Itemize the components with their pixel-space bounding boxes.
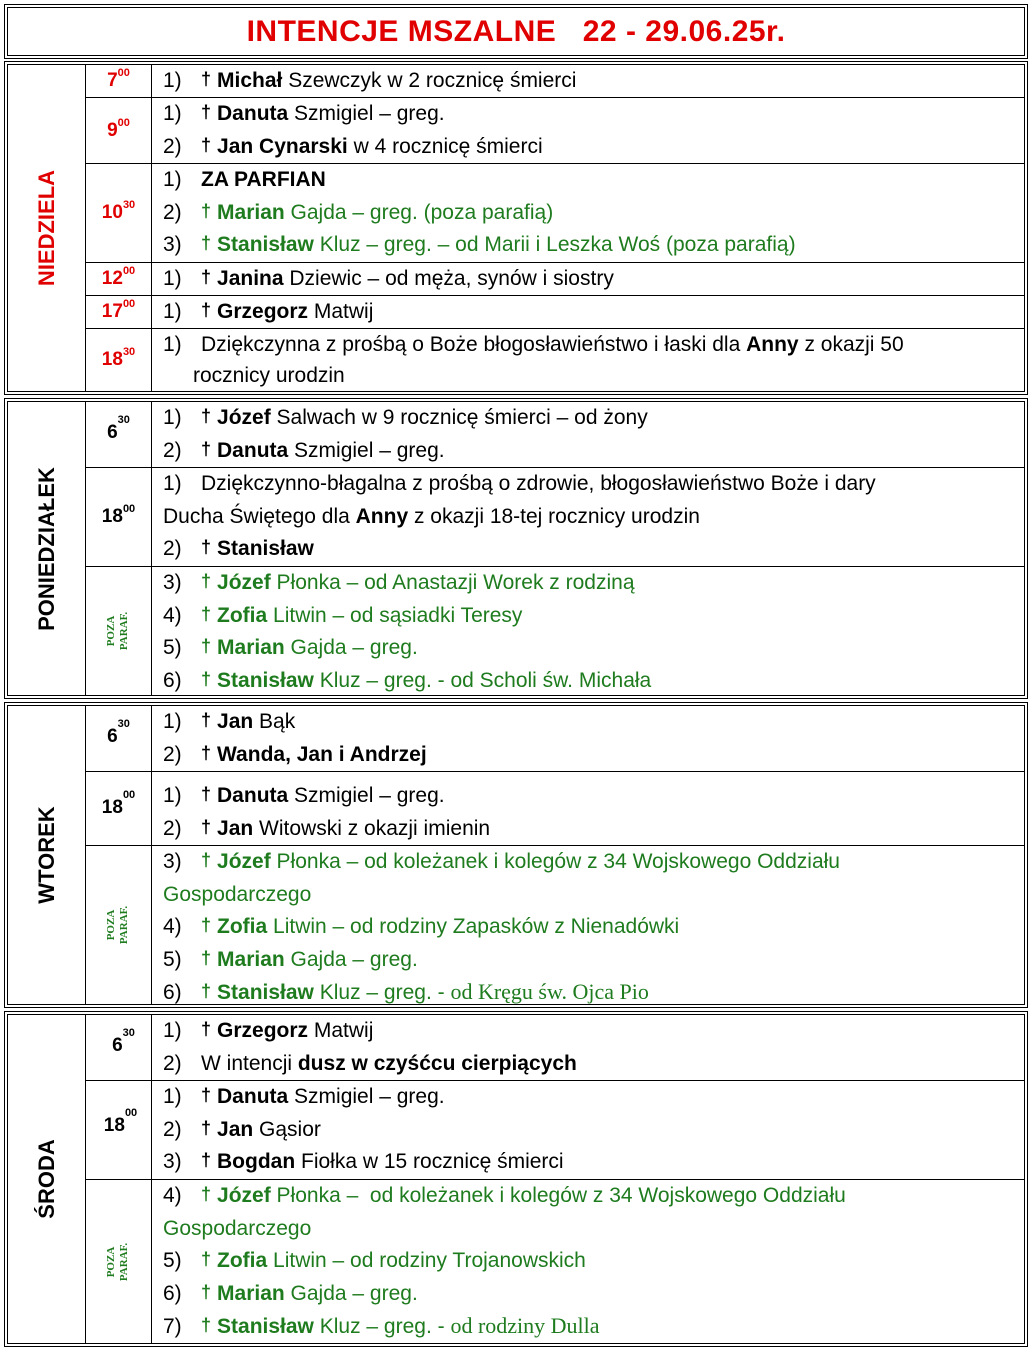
mass-time: 7 $^{00}$	[86, 65, 152, 97]
day-label	[8, 1015, 86, 1343]
intention: 4) † Zofia Litwin – od rodziny Zapasków z Nienadówki	[163, 915, 680, 938]
intention: 6) † Stanisław Kluz – greg. - od Kręgu św. Ojca Pio	[163, 979, 649, 1004]
mass-slot	[86, 65, 1024, 98]
cross-icon: †	[201, 267, 212, 287]
cross-icon: †	[201, 1019, 212, 1039]
intention: 1) Dziękczynno-błagalna z prośbą o zdrowie, błogosławieństwo Boże i dary	[163, 472, 876, 495]
cross-icon: †	[201, 1281, 212, 1302]
intention: 3) † Stanisław Kluz – greg. – od Marii i Leszka Woś (poza parafią)	[163, 233, 796, 256]
mass-time: 18 $^{30}$	[86, 329, 152, 391]
day-name: PONIEDZIAŁEK	[33, 466, 59, 631]
mass-time: 6 $^{30}$	[86, 1015, 152, 1080]
intention-continued: Ducha Świętego dla Anny z okazji 18-tej rocznicy urodzin	[163, 504, 700, 528]
intention: 2) † Jan Witowski z okazji imienin	[163, 816, 491, 840]
intention: 1) † Grzegorz Matwij	[163, 1019, 374, 1042]
day-name: ŚRODA	[33, 1139, 59, 1219]
intention: 1) ZA PARFIAN	[163, 168, 326, 191]
intention: 2) † Danuta Szmigiel – greg.	[163, 438, 445, 462]
day-name: NIEDZIELA	[33, 169, 59, 287]
intention: 6) † Stanisław Kluz – greg. - od Scholi św. Michała	[163, 668, 652, 692]
cross-icon: †	[201, 784, 212, 804]
intention: 1) † Grzegorz Matwij	[163, 300, 374, 323]
intention: 1) † Józef Salwach w 9 rocznicę śmierci – od żony	[163, 406, 648, 429]
mass-slot	[86, 846, 1024, 1004]
mass-time: 9 $^{00}$	[86, 98, 152, 163]
poza-parafia-label: POZA PARAF.	[86, 1180, 152, 1343]
intention-continued: Gospodarczego	[163, 1216, 312, 1240]
cross-icon: †	[201, 1184, 212, 1204]
intention: 1) † Jan Bąk	[163, 710, 296, 733]
cross-icon: †	[201, 69, 212, 89]
cross-icon: †	[201, 816, 212, 837]
intention: 1) † Danuta Szmigiel – greg.	[163, 102, 445, 125]
intention-continued: rocznicy urodzin	[193, 363, 345, 387]
cross-icon: †	[201, 134, 212, 155]
day-label	[8, 402, 86, 695]
cross-icon: †	[201, 603, 212, 624]
mass-slot	[86, 1015, 1024, 1081]
poza-parafia-label: POZA PARAF.	[86, 567, 152, 695]
intention-continued: Gospodarczego	[163, 882, 312, 906]
mass-slot	[86, 329, 1024, 391]
cross-icon: †	[201, 915, 212, 935]
mass-time: 6 $^{30}$	[86, 402, 152, 467]
intention: 3) † Bogdan Fiołka w 15 rocznicę śmierci	[163, 1150, 564, 1173]
intention: 5) † Zofia Litwin – od rodziny Trojanowskich	[163, 1249, 586, 1272]
mass-time: 12 $^{00}$	[86, 263, 152, 295]
intention: 2) † Marian Gajda – greg. (poza parafią)	[163, 200, 554, 224]
intention: 2) † Jan Gąsior	[163, 1117, 321, 1141]
intention: 2) † Jan Cynarski w 4 rocznicę śmierci	[163, 134, 543, 158]
day-poniedzialek	[4, 398, 1028, 699]
intention: 4) † Józef Płonka – od koleżanek i kolegów z 34 Wojskowego Oddziału	[163, 1184, 846, 1207]
mass-slot	[86, 1180, 1024, 1343]
mass-slot	[86, 706, 1024, 772]
mass-slot	[86, 1081, 1024, 1180]
cross-icon: †	[201, 947, 212, 968]
mass-slot	[86, 772, 1024, 846]
cross-icon: †	[201, 636, 212, 656]
mass-time: 6 $^{30}$	[86, 706, 152, 771]
intention: 3) † Józef Płonka – od Anastazji Worek z rodziną	[163, 571, 635, 594]
cross-icon: †	[201, 438, 212, 459]
page-title: INTENCJE MSZALNE 22 - 29.06.25r.	[246, 14, 786, 48]
cross-icon: †	[201, 300, 212, 320]
mass-slot	[86, 98, 1024, 164]
mass-slot	[86, 296, 1024, 329]
cross-icon: †	[201, 1117, 212, 1138]
intention: 5) † Marian Gajda – greg.	[163, 636, 418, 659]
day-sroda	[4, 1011, 1028, 1347]
day-name: WTOREK	[33, 806, 59, 904]
intention: 1) † Danuta Szmigiel – greg.	[163, 784, 445, 807]
mass-time: 18 $^{00}$	[86, 772, 152, 845]
intention: 2) † Wanda, Jan i Andrzej	[163, 742, 427, 766]
mass-time: 17 $^{00}$	[86, 296, 152, 328]
mass-slot	[86, 567, 1024, 695]
intention: 1) † Danuta Szmigiel – greg.	[163, 1085, 445, 1108]
day-niedziela	[4, 61, 1028, 395]
intention: 3) † Józef Płonka – od koleżanek i kolegów z 34 Wojskowego Oddziału	[163, 850, 840, 873]
intention: 6) † Marian Gajda – greg.	[163, 1281, 418, 1305]
cross-icon: †	[201, 850, 212, 870]
poza-parafia-label: POZA PARAF.	[86, 846, 152, 1004]
cross-icon: †	[201, 1150, 212, 1170]
day-label	[8, 65, 86, 391]
cross-icon: †	[201, 668, 212, 689]
cross-icon: †	[201, 102, 212, 122]
intention: 1) † Janina Dziewic – od męża, synów i siostry	[163, 267, 614, 290]
intention: 1) Dziękczynna z prośbą o Boże błogosławieństwo i łaski dla Anny z okazji 50	[163, 333, 904, 356]
day-wtorek	[4, 702, 1028, 1008]
intention: 5) † Marian Gajda – greg.	[163, 947, 418, 971]
cross-icon: †	[201, 200, 212, 221]
cross-icon: †	[201, 1085, 212, 1105]
mass-slot	[86, 263, 1024, 296]
cross-icon: †	[201, 981, 212, 1001]
cross-icon: †	[201, 742, 212, 763]
mass-time: 18 $^{00}$	[86, 468, 152, 566]
mass-slot	[86, 468, 1024, 567]
title-box	[4, 4, 1028, 59]
intention: 1) † Michał Szewczyk w 2 rocznicę śmierci	[163, 69, 577, 92]
cross-icon: †	[201, 571, 212, 591]
cross-icon: †	[201, 1249, 212, 1269]
cross-icon: †	[201, 406, 212, 426]
day-label	[8, 706, 86, 1004]
mass-time: 18 $^{00}$	[86, 1081, 152, 1179]
mass-slot	[86, 164, 1024, 263]
intention: 2) † Stanisław	[163, 537, 314, 560]
intention: 7) † Stanisław Kluz – greg. - od rodziny Dulla	[163, 1313, 600, 1338]
mass-slot	[86, 402, 1024, 468]
intention: 2) W intencji dusz w czyśćcu cierpiących	[163, 1051, 577, 1075]
mass-time: 10 $^{30}$	[86, 164, 152, 262]
intention: 4) † Zofia Litwin – od sąsiadki Teresy	[163, 603, 523, 627]
cross-icon: †	[201, 710, 212, 730]
cross-icon: †	[201, 1315, 212, 1335]
cross-icon: †	[201, 537, 212, 557]
cross-icon: †	[201, 233, 212, 253]
